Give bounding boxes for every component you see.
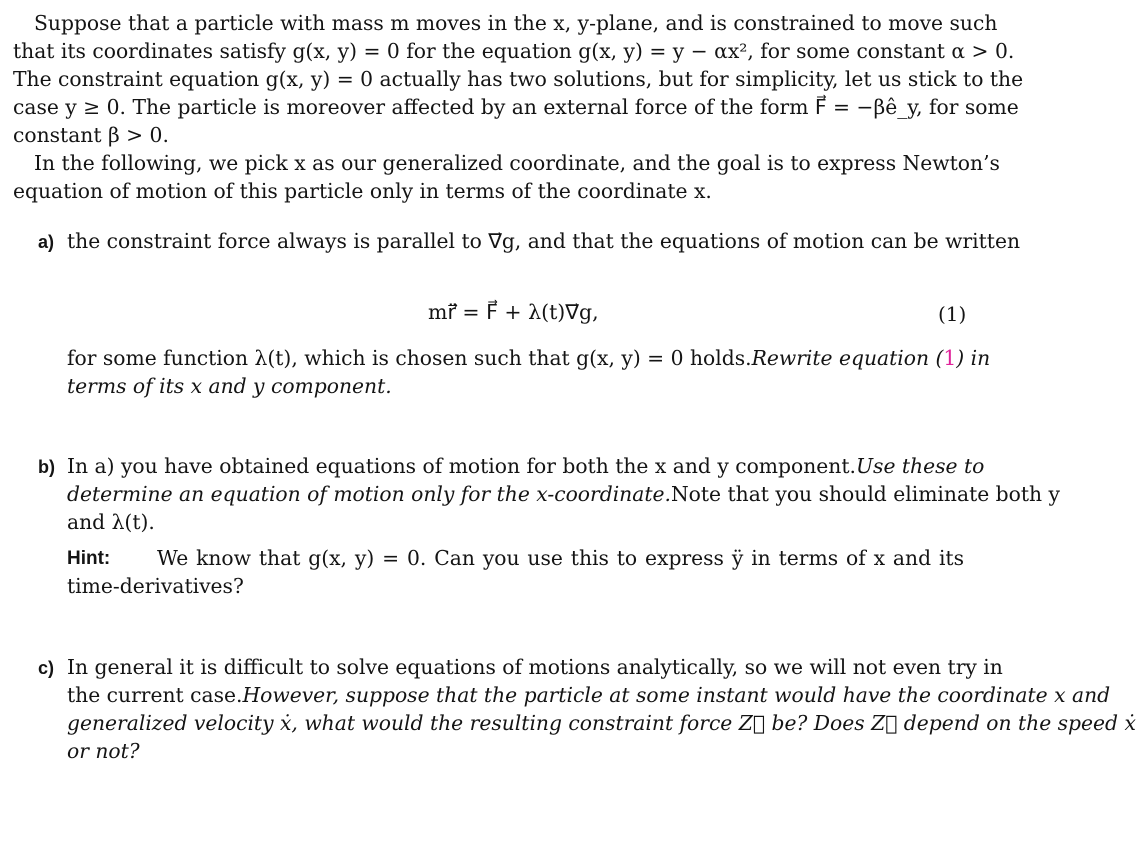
part-a-line-3: terms of its x and y component. — [67, 374, 392, 398]
part-c-line-2 — [67, 681, 1111, 709]
equation-1: mr⃗̈ = F⃗ + λ(t)∇⃗g, — [428, 300, 599, 324]
part-a-label: a) — [38, 232, 55, 252]
part-a-line-1: the constraint force always is parallel to ∇⃗g, and that the equations of motion can be written — [67, 229, 1021, 253]
hint-label: Hint: — [67, 548, 111, 569]
intro-line-3: The constraint equation g(x, y) = 0 actually has two solutions, but for simplicity, let us stick to the — [13, 67, 1024, 91]
intro-line-5: constant β > 0. — [13, 123, 169, 147]
hint-line-1: We know that g(x, y) = 0. Can you use this to express ÿ in terms of x and its — [157, 546, 964, 570]
intro-line-1: Suppose that a particle with mass m moves in the x, y-plane, and is constrained to move such — [34, 11, 998, 35]
part-b-label: b) — [38, 457, 55, 477]
part-a-instruction — [752, 344, 991, 372]
part-b-line-3: and λ(t). — [67, 510, 155, 534]
part-b-line-2-text: Note that you should eliminate both y — [670, 482, 1060, 506]
part-c-line-3: generalized velocity ẋ, what would the resulting constraint force Z⃗ be? Does Z⃗ depend on the speed ẋ — [67, 711, 1136, 735]
part-b-line-1-instruction: Use these to — [855, 454, 985, 478]
intro-line-4: case y ≥ 0. The particle is moreover affected by an external force of the form F⃗ = −βê_y, for some — [13, 95, 1019, 119]
part-a-instruction-pre: Rewrite equation ( — [751, 346, 944, 370]
part-c-line-4: or not? — [67, 739, 140, 763]
part-c-label: c) — [38, 658, 55, 678]
equation-ref-link[interactable]: 1 — [943, 346, 957, 370]
part-a-instruction-post: ) in — [956, 346, 991, 370]
part-a-line-2-text: for some function λ(t), which is chosen such that g(x, y) = 0 holds. — [67, 346, 752, 370]
part-c-line-1: In general it is difficult to solve equations of motions analytically, so we will not even try in — [67, 655, 1003, 679]
part-c-line-2-instruction: However, suppose that the particle at some instant would have the coordinate x and — [242, 683, 1111, 707]
intro-line-6: In the following, we pick x as our generalized coordinate, and the goal is to express Newton’s — [34, 151, 1000, 175]
part-c-line-2-text: the current case. — [67, 683, 243, 707]
part-b-line-1-text: In a) you have obtained equations of motion for both the x and y component. — [67, 454, 856, 478]
equation-number: (1) — [938, 302, 967, 326]
hint-line-2: time-derivatives? — [67, 574, 244, 598]
part-a-line-2 — [67, 344, 991, 372]
intro-line-7: equation of motion of this particle only in terms of the coordinate x. — [13, 179, 712, 203]
intro-line-2: that its coordinates satisfy g(x, y) = 0 for the equation g(x, y) = y − αx², for some constant α > 0. — [13, 39, 1015, 63]
part-b-line-2-instruction: determine an equation of motion only for the x-coordinate. — [67, 482, 671, 506]
part-b-line-2 — [67, 480, 1060, 508]
part-b-line-1 — [67, 452, 985, 480]
